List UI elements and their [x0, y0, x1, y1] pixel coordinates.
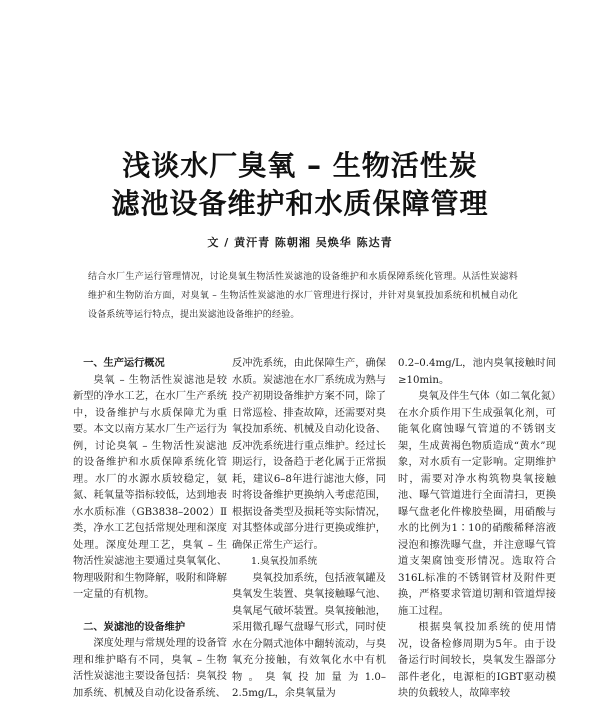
title-line-1: 浅谈水厂臭氧 – 生物活性炭 — [122, 149, 478, 182]
title-line-2: 滤池设备维护和水质保障管理 — [111, 187, 489, 220]
column-2 — [232, 356, 386, 703]
section-2-paragraph-1-cont: 反冲洗系统，由此保障生产，确保水质。炭滤池在水厂系统成为熟与投产初期设备维护方案不同，除了日常巡检、排查故障，还需要对臭氧投加系统、机械及自动化设备、反冲洗系统进行重点维护。经过长期运行，设备趋于老化属于正常损耗，建议6–8年进行滤池大修，同时将设备维护更换纳入考虑范围，根据设备类型及损耗等实际情况，对其整体或部分进行更换或维护，确保正常生产运行。 — [232, 358, 386, 551]
section-2-paragraph-1: 深度处理与常规处理的设备管理和维护略有不同，臭氧 – 生物活性炭滤池主要设备包括：臭氧投加系统、机械及自动化设备系统、 — [73, 638, 227, 699]
ozone-paragraph-3: 根据臭氧投加系统的使用情况，设备检修周期为5年。由于设备运行时间较长，臭氧发生器部分部件老化，电源柜的IGBT驱动模块的负载较人，故障率较 — [398, 622, 556, 699]
abstract: 结合水厂生产运行管理情况，讨论臭氧生物活性炭滤池的设备维护和水质保障系统化管理。从活性炭滤料维护和生物防治方面，对臭氧 – 生物活性炭滤池的水厂管理进行探讨，并针对臭氧投加系统和机械自动化设备系统等运行特点，提出炭滤池设备维护的经验。 — [88, 272, 518, 320]
section-1-paragraph: 臭氧 – 生物活性炭滤池是较新型的净水工艺，在水厂生产系统中，设备维护与水质保障尤为重要。本文以南方某水厂生产运行为例，讨论臭氧 – 生物活性炭滤池的设备维护和水质保障系统化管理。水厂的水源水质较稳定，氨氮、耗氧量等指标较低，达到地表水水质标准（GB3838–2002）Ⅱ类，净水工艺包括常规处理和深度处理。深度处理工艺，臭氧 – 生物活性炭滤池主要通过臭氧氧化、物理吸附和生物降解，吸附和降解一定量的有机物。 — [73, 374, 227, 600]
ozone-paragraph-1-cont: 0.2–0.4mg/L，池内臭氧接触时间≥10min。 — [398, 358, 556, 386]
section-2-heading: 二、炭滤池的设备维护 — [83, 621, 186, 633]
author-byline: 文 / 黄汗青 陈朝湘 吴焕华 陈达青 — [207, 236, 393, 249]
subsection-heading-ozone: 1.臭氧投加系统 — [251, 556, 318, 567]
column-3 — [398, 356, 556, 703]
ozone-paragraph-1: 臭氧投加系统，包括液氧罐及臭氧发生装置、臭氧接触曝气池、臭氧尾气破坏装置。臭氧接触池，采用微孔曝气盘曝气形式，同时使水在分隔式池体中翻转流动，与臭氧充分接触，有效氧化水中有机物。臭氧投加量为1.0–2.5mg/L，余臭氧量为 — [232, 572, 386, 699]
column-1 — [73, 356, 227, 702]
ozone-paragraph-2: 臭氧及伴生气体（如二氧化氮）在水介质作用下生成强氧化剂，可能氧化腐蚀曝气管道的不锈钢支架，生成黄褐色物质造成“黄水”现象，对水质有一定影响。定期维护时，需要对净水构筑物臭氧接触池、曝气管道进行全面清扫，更换曝气盘老化件橡胶垫圈，用硝酸与水的比例为1∶10的硝酸稀释溶液浸泡和擦洗曝气盘，并注意曝气管道支架腐蚀变形情况。选取符合316L标准的不锈钢管材及附件更换，严格要求管道切割和管道焊接施工过程。 — [398, 391, 556, 617]
section-1-heading: 一、生产运行概况 — [83, 358, 165, 369]
